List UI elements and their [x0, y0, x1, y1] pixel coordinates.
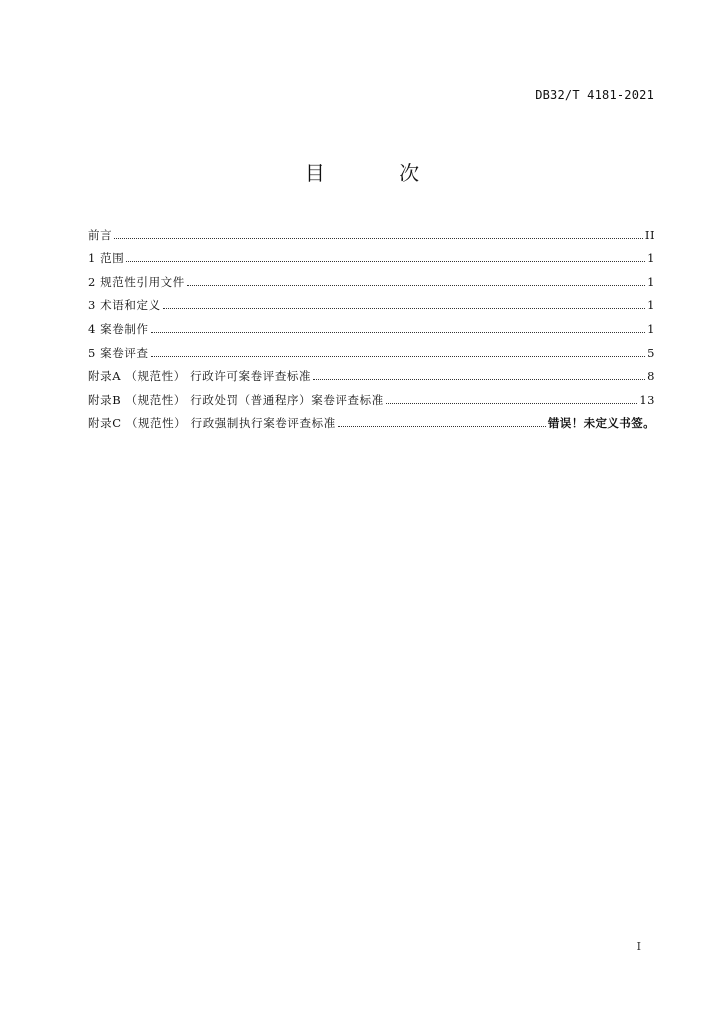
toc-entry-label: 5 案卷评查 — [88, 345, 149, 360]
toc-leader-dots — [114, 238, 643, 239]
toc-entry-terms-definitions[interactable] — [88, 289, 655, 313]
toc-entry-appendix-b[interactable] — [88, 383, 655, 407]
toc-entry-page: 5 — [647, 345, 655, 360]
table-of-contents — [88, 218, 655, 430]
toc-entry-page: 8 — [647, 369, 655, 384]
toc-entry-file-evaluation[interactable] — [88, 336, 655, 360]
toc-entry-page: 1 — [647, 321, 655, 336]
toc-entry-label: 1 范围 — [88, 251, 125, 266]
toc-entry-file-preparation[interactable] — [88, 312, 655, 336]
toc-leader-dots — [338, 426, 546, 427]
toc-leader-dots — [187, 285, 645, 286]
page-number: I — [636, 940, 641, 953]
toc-entry-page: II — [644, 227, 655, 242]
toc-entry-page: 1 — [647, 298, 655, 313]
toc-entry-label: 附录C （规范性） 行政强制执行案卷评查标准 — [88, 416, 336, 431]
toc-leader-dots — [163, 308, 646, 309]
toc-leader-dots — [126, 261, 645, 262]
toc-leader-dots — [313, 379, 645, 380]
toc-entry-page: 13 — [639, 392, 655, 407]
toc-entry-label: 附录B （规范性） 行政处罚（普通程序）案卷评查标准 — [88, 392, 384, 407]
toc-entry-label: 前言 — [88, 227, 113, 242]
toc-leader-dots — [151, 332, 646, 333]
toc-entry-label: 3 术语和定义 — [88, 298, 161, 313]
toc-entry-foreword[interactable] — [88, 218, 655, 242]
toc-entry-page: 1 — [647, 251, 655, 266]
toc-entry-scope[interactable] — [88, 242, 655, 266]
document-code: DB32/T 4181-2021 — [535, 88, 654, 102]
toc-entry-appendix-a[interactable] — [88, 360, 655, 384]
toc-leader-dots — [386, 403, 638, 404]
toc-entry-label: 2 规范性引用文件 — [88, 274, 185, 289]
toc-bookmark-error: 错误！未定义书签。 — [547, 416, 655, 431]
toc-entry-label: 附录A （规范性） 行政许可案卷评查标准 — [88, 369, 312, 384]
toc-entry-page: 1 — [647, 274, 655, 289]
toc-entry-label: 4 案卷制作 — [88, 321, 149, 336]
toc-leader-dots — [151, 356, 646, 357]
toc-entry-appendix-c[interactable] — [88, 407, 655, 431]
toc-title: 目 次 — [304, 161, 454, 185]
toc-entry-normative-references[interactable] — [88, 265, 655, 289]
